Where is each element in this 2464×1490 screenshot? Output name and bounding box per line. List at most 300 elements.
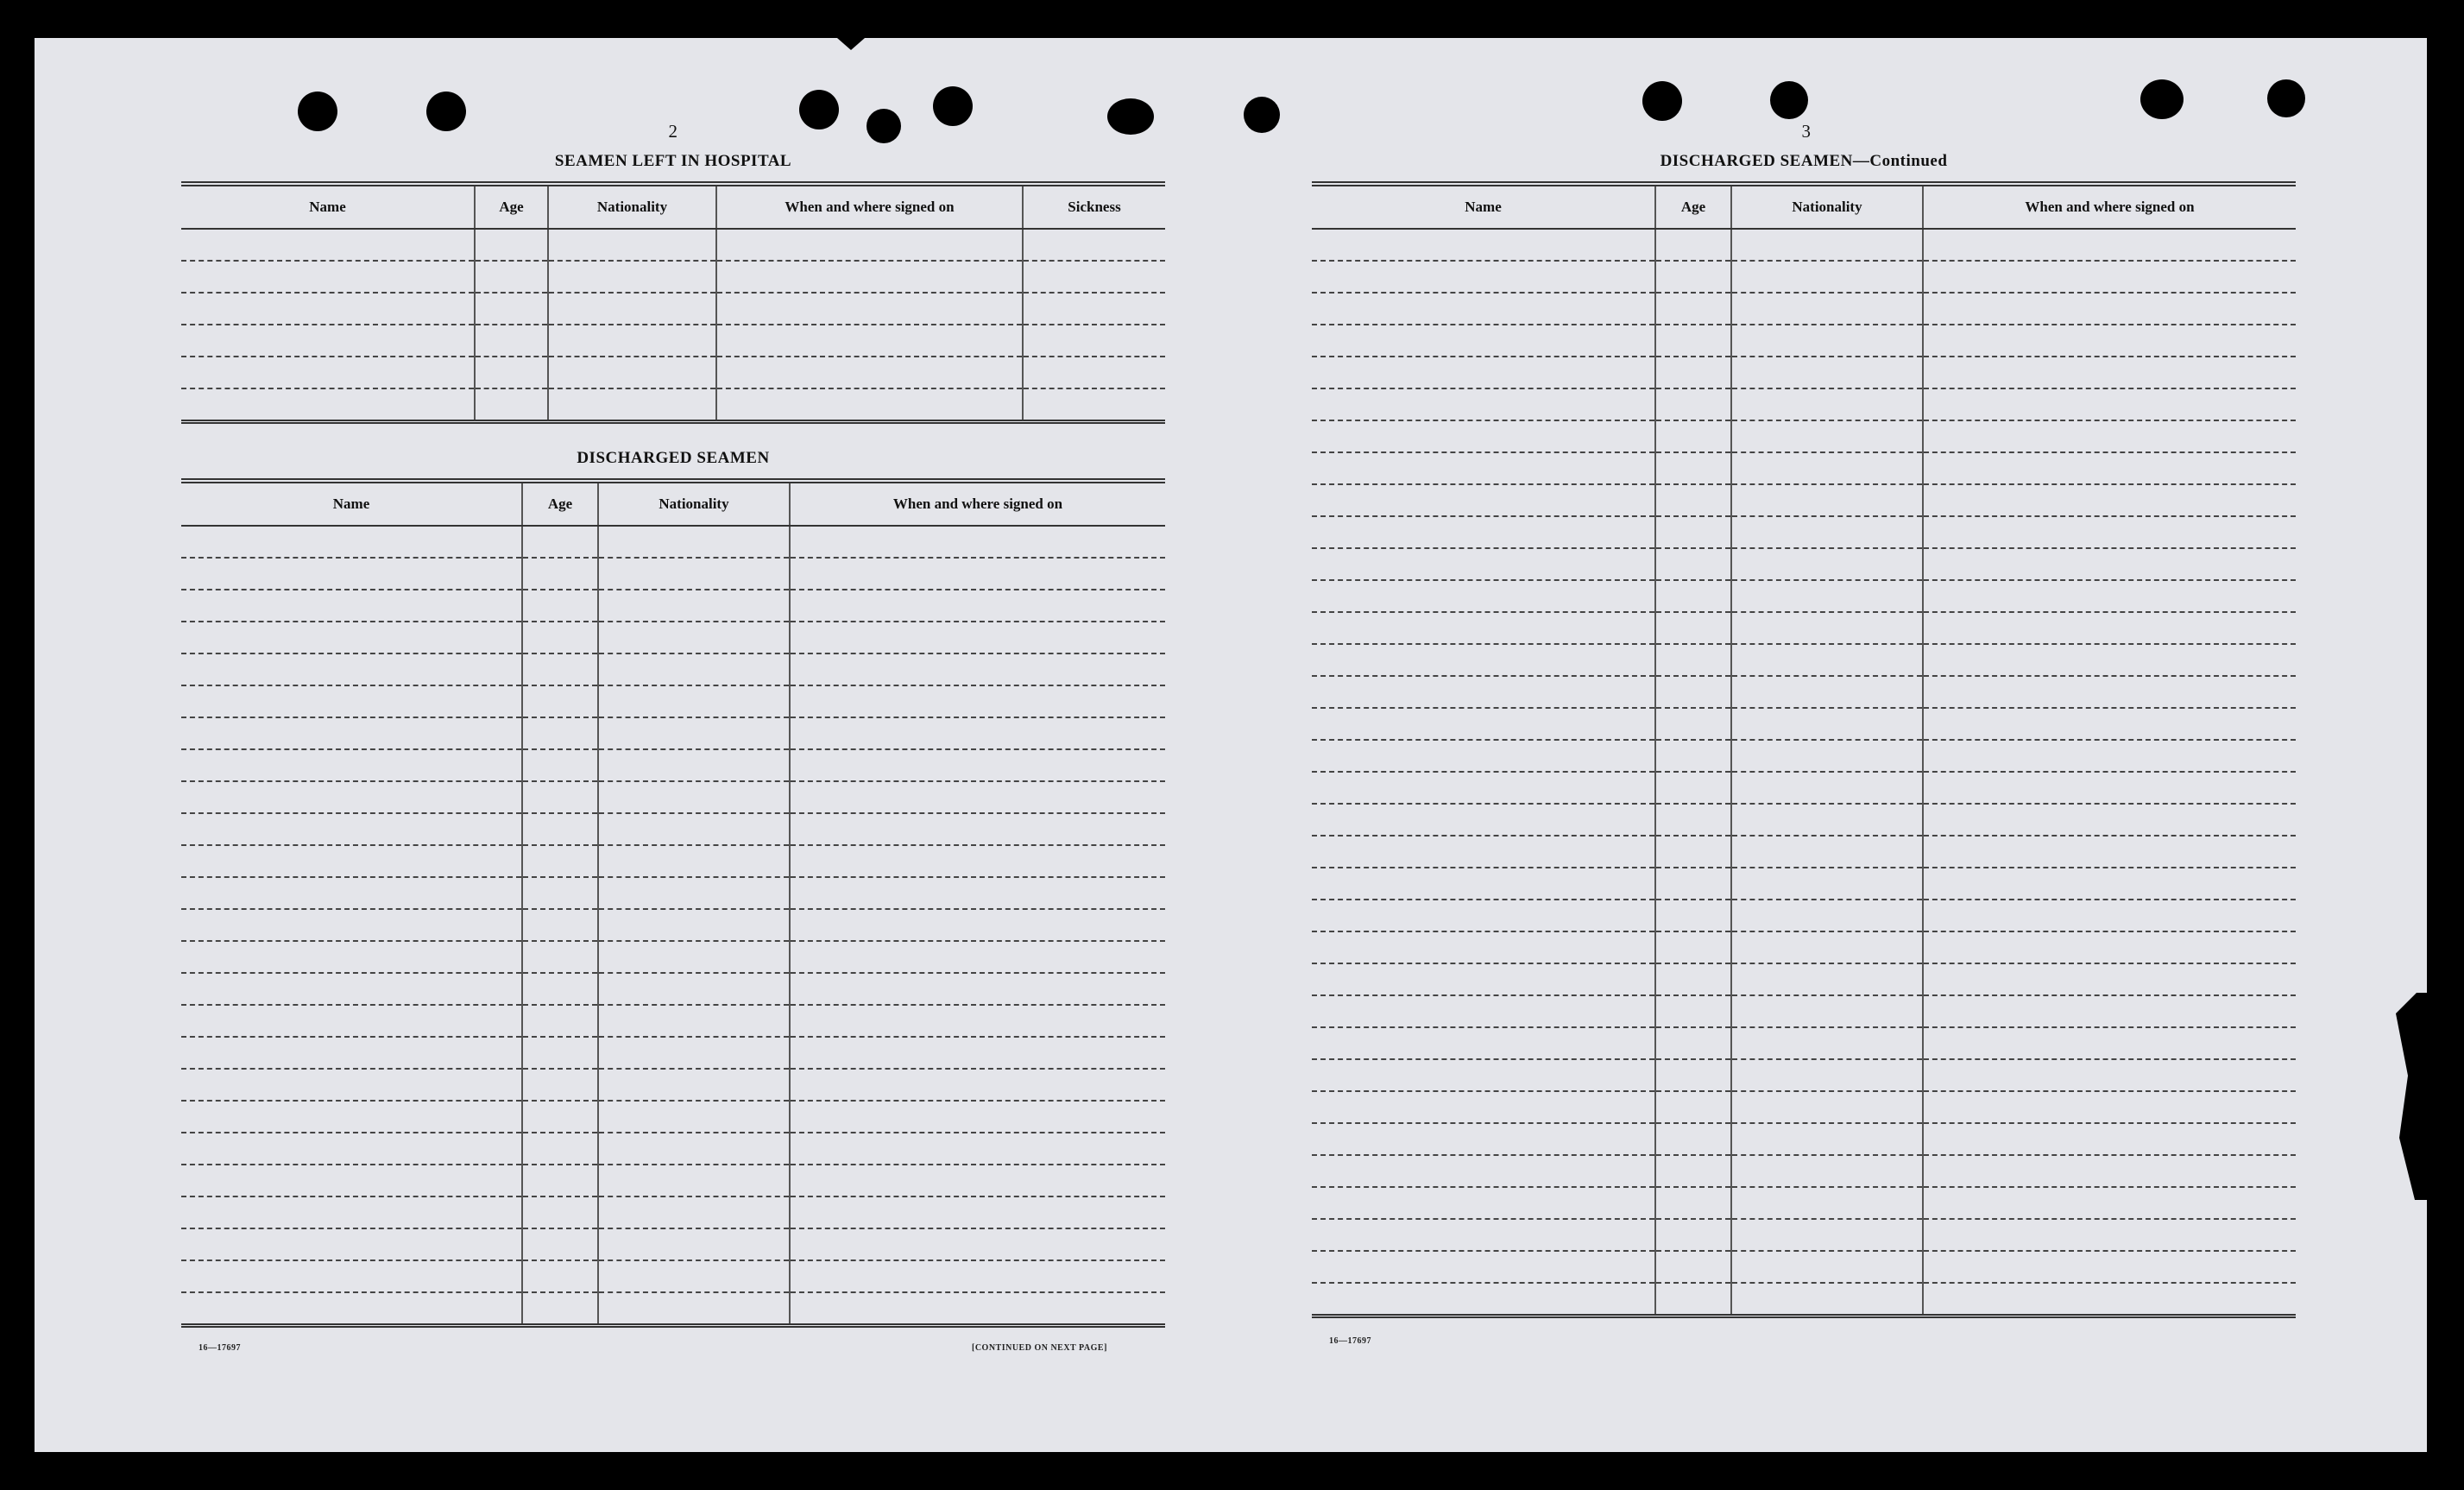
blank-cell — [790, 526, 1165, 558]
table-row — [1312, 868, 2296, 900]
blank-cell — [1312, 868, 1655, 900]
blank-cell — [598, 526, 790, 558]
blank-cell — [1731, 261, 1923, 293]
blank-cell — [1655, 1251, 1731, 1283]
punch-hole — [1642, 81, 1682, 121]
blank-cell — [716, 293, 1023, 325]
blank-cell — [1312, 420, 1655, 452]
blank-cell — [1312, 931, 1655, 963]
blank-cell — [1655, 772, 1731, 804]
column-header: Nationality — [1731, 184, 1923, 229]
blank-cell — [522, 909, 598, 941]
blank-cell — [548, 229, 716, 261]
blank-cell — [1655, 548, 1731, 580]
blank-cell — [1731, 357, 1923, 388]
blank-cell — [1312, 612, 1655, 644]
table-row — [1312, 836, 2296, 868]
blank-cell — [1655, 484, 1731, 516]
blank-cell — [1312, 293, 1655, 325]
blank-cell — [1923, 644, 2296, 676]
blank-cell — [1731, 388, 1923, 420]
punch-hole — [298, 92, 337, 131]
blank-cell — [1923, 868, 2296, 900]
blank-cell — [790, 622, 1165, 653]
blank-cell — [522, 1165, 598, 1196]
blank-cell — [181, 653, 522, 685]
blank-cell — [1312, 963, 1655, 995]
blank-cell — [1731, 676, 1923, 708]
blank-cell — [475, 388, 548, 422]
blank-cell — [181, 845, 522, 877]
table-row — [181, 622, 1165, 653]
blank-cell — [1923, 420, 2296, 452]
blank-cell — [598, 622, 790, 653]
blank-cell — [181, 1133, 522, 1165]
blank-cell — [181, 1292, 522, 1326]
column-header: Sickness — [1023, 184, 1165, 229]
blank-cell — [522, 845, 598, 877]
blank-cell — [1923, 740, 2296, 772]
table-row — [181, 1005, 1165, 1037]
blank-cell — [1312, 995, 1655, 1027]
table-row — [181, 717, 1165, 749]
table-row — [1312, 900, 2296, 931]
table-row — [1312, 1091, 2296, 1123]
blank-cell — [1731, 452, 1923, 484]
table-row — [181, 1260, 1165, 1292]
blank-cell — [1655, 804, 1731, 836]
blank-cell — [181, 526, 522, 558]
blank-cell — [598, 1069, 790, 1101]
blank-cell — [548, 293, 716, 325]
blank-cell — [181, 749, 522, 781]
blank-cell — [1731, 293, 1923, 325]
blank-cell — [716, 325, 1023, 357]
blank-cell — [716, 357, 1023, 388]
blank-cell — [1923, 772, 2296, 804]
blank-cell — [598, 1228, 790, 1260]
punch-hole — [933, 86, 973, 126]
blank-cell — [790, 1196, 1165, 1228]
blank-cell — [1312, 772, 1655, 804]
blank-cell — [522, 1260, 598, 1292]
blank-cell — [522, 1005, 598, 1037]
blank-cell — [716, 388, 1023, 422]
blank-cell — [181, 325, 475, 357]
table-row — [181, 261, 1165, 293]
blank-cell — [1923, 452, 2296, 484]
blank-cell — [1923, 516, 2296, 548]
column-header: When and where signed on — [790, 481, 1165, 526]
blank-cell — [1923, 325, 2296, 357]
table-row — [181, 1196, 1165, 1228]
blank-cell — [790, 909, 1165, 941]
blank-cell — [790, 1037, 1165, 1069]
blank-cell — [181, 1101, 522, 1133]
blank-cell — [548, 325, 716, 357]
table-row — [1312, 357, 2296, 388]
blank-cell — [598, 717, 790, 749]
blank-cell — [181, 973, 522, 1005]
blank-cell — [598, 1292, 790, 1326]
blank-cell — [181, 685, 522, 717]
blank-cell — [1731, 1283, 1923, 1316]
blank-cell — [790, 1165, 1165, 1196]
blank-cell — [1312, 261, 1655, 293]
blank-cell — [1923, 1251, 2296, 1283]
column-header: Age — [522, 481, 598, 526]
blank-cell — [1655, 1027, 1731, 1059]
blank-cell — [1312, 325, 1655, 357]
form-code-right: 16—17697 — [1329, 1336, 1371, 1346]
table-row — [1312, 1155, 2296, 1187]
blank-cell — [181, 1228, 522, 1260]
blank-cell — [1312, 1283, 1655, 1316]
table-row — [181, 1069, 1165, 1101]
blank-cell — [598, 813, 790, 845]
punch-hole — [426, 92, 466, 131]
blank-cell — [181, 622, 522, 653]
blank-cell — [522, 558, 598, 590]
blank-cell — [598, 558, 790, 590]
discharged-table — [181, 478, 1165, 1328]
blank-cell — [790, 1260, 1165, 1292]
blank-cell — [1312, 484, 1655, 516]
blank-cell — [790, 877, 1165, 909]
blank-cell — [790, 1101, 1165, 1133]
blank-cell — [522, 1228, 598, 1260]
table-row — [1312, 1027, 2296, 1059]
blank-cell — [181, 1005, 522, 1037]
table-row — [1312, 804, 2296, 836]
blank-cell — [1731, 420, 1923, 452]
table-row — [181, 877, 1165, 909]
blank-cell — [1731, 548, 1923, 580]
blank-cell — [598, 1005, 790, 1037]
blank-cell — [598, 1196, 790, 1228]
table-row — [1312, 420, 2296, 452]
table-row — [1312, 708, 2296, 740]
table-row — [181, 229, 1165, 261]
blank-cell — [1731, 836, 1923, 868]
blank-cell — [1923, 1219, 2296, 1251]
blank-cell — [1655, 676, 1731, 708]
blank-cell — [1731, 1251, 1923, 1283]
blank-cell — [1923, 548, 2296, 580]
blank-cell — [790, 813, 1165, 845]
blank-cell — [1923, 1091, 2296, 1123]
blank-cell — [790, 749, 1165, 781]
blank-cell — [1312, 836, 1655, 868]
blank-cell — [1655, 388, 1731, 420]
table-row — [1312, 772, 2296, 804]
blank-cell — [1655, 995, 1731, 1027]
continued-note: [CONTINUED ON NEXT PAGE] — [972, 1343, 1107, 1353]
punch-hole — [799, 90, 839, 129]
blank-cell — [1731, 1059, 1923, 1091]
blank-cell — [1923, 580, 2296, 612]
blank-cell — [181, 717, 522, 749]
blank-cell — [181, 357, 475, 388]
table-row — [181, 781, 1165, 813]
punch-hole — [866, 109, 901, 143]
top-notch — [837, 38, 865, 50]
punch-hole — [1107, 98, 1154, 135]
blank-cell — [598, 1133, 790, 1165]
table-row — [181, 1037, 1165, 1069]
blank-cell — [181, 590, 522, 622]
blank-cell — [1655, 1219, 1731, 1251]
blank-cell — [1655, 868, 1731, 900]
blank-cell — [598, 1037, 790, 1069]
blank-cell — [1023, 229, 1165, 261]
table-row — [1312, 612, 2296, 644]
blank-cell — [1731, 229, 1923, 261]
blank-cell — [598, 590, 790, 622]
blank-cell — [1655, 516, 1731, 548]
blank-cell — [1655, 1155, 1731, 1187]
blank-cell — [1655, 644, 1731, 676]
blank-cell — [1312, 357, 1655, 388]
blank-cell — [522, 781, 598, 813]
column-header: Age — [475, 184, 548, 229]
column-header: Nationality — [598, 481, 790, 526]
blank-cell — [522, 1101, 598, 1133]
blank-cell — [598, 877, 790, 909]
blank-cell — [1312, 740, 1655, 772]
form-code-left: 16—17697 — [199, 1343, 241, 1353]
blank-cell — [1923, 612, 2296, 644]
blank-cell — [1923, 261, 2296, 293]
blank-cell — [1023, 261, 1165, 293]
blank-cell — [1655, 900, 1731, 931]
blank-cell — [1731, 1219, 1923, 1251]
blank-cell — [598, 685, 790, 717]
blank-cell — [598, 909, 790, 941]
blank-cell — [1655, 612, 1731, 644]
table-row — [1312, 963, 2296, 995]
blank-cell — [548, 261, 716, 293]
table-row — [1312, 1283, 2296, 1316]
blank-cell — [1655, 740, 1731, 772]
blank-cell — [598, 1165, 790, 1196]
blank-cell — [181, 877, 522, 909]
blank-cell — [181, 558, 522, 590]
blank-cell — [1023, 388, 1165, 422]
column-header: When and where signed on — [716, 184, 1023, 229]
table-row — [181, 973, 1165, 1005]
blank-cell — [522, 749, 598, 781]
blank-cell — [522, 973, 598, 1005]
blank-cell — [1312, 676, 1655, 708]
blank-cell — [1312, 1091, 1655, 1123]
blank-cell — [1731, 804, 1923, 836]
blank-cell — [522, 526, 598, 558]
blank-cell — [181, 813, 522, 845]
blank-cell — [1731, 1187, 1923, 1219]
table-row — [181, 558, 1165, 590]
blank-cell — [1923, 963, 2296, 995]
blank-cell — [1655, 325, 1731, 357]
blank-cell — [1923, 1059, 2296, 1091]
blank-cell — [1923, 1123, 2296, 1155]
blank-cell — [181, 1165, 522, 1196]
blank-cell — [1731, 644, 1923, 676]
blank-cell — [522, 813, 598, 845]
blank-cell — [1655, 1123, 1731, 1155]
blank-cell — [1312, 1123, 1655, 1155]
blank-cell — [522, 1069, 598, 1101]
column-header: Name — [181, 481, 522, 526]
blank-cell — [1731, 868, 1923, 900]
blank-cell — [181, 909, 522, 941]
blank-cell — [522, 877, 598, 909]
table-row — [181, 388, 1165, 422]
blank-cell — [181, 293, 475, 325]
punch-hole — [1244, 97, 1280, 133]
blank-cell — [790, 781, 1165, 813]
blank-cell — [181, 229, 475, 261]
table-row — [181, 653, 1165, 685]
punch-hole — [1770, 81, 1808, 119]
blank-cell — [716, 261, 1023, 293]
blank-cell — [1312, 1219, 1655, 1251]
blank-cell — [522, 1292, 598, 1326]
punch-hole — [2140, 79, 2184, 119]
blank-cell — [1923, 484, 2296, 516]
blank-cell — [1312, 644, 1655, 676]
blank-cell — [1023, 325, 1165, 357]
blank-cell — [1923, 1155, 2296, 1187]
table-row — [1312, 1187, 2296, 1219]
blank-cell — [1731, 740, 1923, 772]
blank-cell — [1312, 708, 1655, 740]
blank-cell — [1312, 1027, 1655, 1059]
blank-cell — [1312, 229, 1655, 261]
table-row — [181, 845, 1165, 877]
blank-cell — [790, 685, 1165, 717]
blank-cell — [548, 388, 716, 422]
blank-cell — [790, 973, 1165, 1005]
blank-cell — [1923, 931, 2296, 963]
blank-cell — [1655, 420, 1731, 452]
blank-cell — [522, 590, 598, 622]
table-row — [181, 325, 1165, 357]
table-row — [1312, 644, 2296, 676]
blank-cell — [475, 293, 548, 325]
table-row — [181, 909, 1165, 941]
blank-cell — [1923, 995, 2296, 1027]
table-row — [181, 813, 1165, 845]
blank-cell — [1923, 1187, 2296, 1219]
blank-cell — [1731, 995, 1923, 1027]
blank-cell — [1923, 229, 2296, 261]
table-row — [181, 293, 1165, 325]
blank-cell — [1731, 1123, 1923, 1155]
blank-cell — [1655, 963, 1731, 995]
table-row — [1312, 740, 2296, 772]
page-number-left: 2 — [668, 121, 678, 142]
blank-cell — [790, 1228, 1165, 1260]
blank-cell — [475, 261, 548, 293]
blank-cell — [1655, 836, 1731, 868]
table-row — [1312, 1219, 2296, 1251]
blank-cell — [1312, 452, 1655, 484]
table-row — [1312, 388, 2296, 420]
column-header: Nationality — [548, 184, 716, 229]
blank-cell — [790, 845, 1165, 877]
table-row — [1312, 516, 2296, 548]
blank-cell — [1731, 772, 1923, 804]
blank-cell — [790, 653, 1165, 685]
table-row — [1312, 293, 2296, 325]
blank-cell — [475, 229, 548, 261]
blank-cell — [1731, 484, 1923, 516]
blank-cell — [790, 1292, 1165, 1326]
blank-cell — [1655, 293, 1731, 325]
table-row — [181, 1165, 1165, 1196]
blank-cell — [475, 357, 548, 388]
blank-cell — [1923, 1283, 2296, 1316]
blank-cell — [1655, 1059, 1731, 1091]
table-row — [1312, 580, 2296, 612]
blank-cell — [181, 261, 475, 293]
column-header: When and where signed on — [1923, 184, 2296, 229]
table-row — [181, 1292, 1165, 1326]
blank-cell — [790, 1069, 1165, 1101]
blank-cell — [1731, 1027, 1923, 1059]
table-row — [1312, 452, 2296, 484]
blank-cell — [1731, 1091, 1923, 1123]
blank-cell — [1655, 1091, 1731, 1123]
column-header: Name — [1312, 184, 1655, 229]
blank-cell — [1731, 963, 1923, 995]
table-row — [1312, 229, 2296, 261]
table-row — [1312, 995, 2296, 1027]
blank-cell — [548, 357, 716, 388]
blank-cell — [1731, 325, 1923, 357]
blank-cell — [1923, 357, 2296, 388]
blank-cell — [522, 717, 598, 749]
blank-cell — [522, 622, 598, 653]
blank-cell — [522, 653, 598, 685]
blank-cell — [716, 229, 1023, 261]
blank-cell — [1655, 1283, 1731, 1316]
blank-cell — [1312, 1251, 1655, 1283]
page-number-right: 3 — [1801, 121, 1812, 142]
blank-cell — [598, 653, 790, 685]
table-row — [181, 1101, 1165, 1133]
table-row — [181, 1228, 1165, 1260]
blank-cell — [1923, 900, 2296, 931]
blank-cell — [790, 558, 1165, 590]
blank-cell — [598, 1260, 790, 1292]
blank-cell — [598, 781, 790, 813]
blank-cell — [1312, 388, 1655, 420]
blank-cell — [1312, 804, 1655, 836]
blank-cell — [1923, 836, 2296, 868]
column-header: Age — [1655, 184, 1731, 229]
blank-cell — [598, 845, 790, 877]
blank-cell — [522, 1133, 598, 1165]
hospital-section-title: SEAMEN LEFT IN HOSPITAL — [554, 152, 792, 170]
blank-cell — [1655, 580, 1731, 612]
table-row — [1312, 1123, 2296, 1155]
blank-cell — [1923, 1027, 2296, 1059]
blank-cell — [1731, 900, 1923, 931]
discharged-section-title: DISCHARGED SEAMEN — [577, 449, 770, 467]
blank-cell — [522, 941, 598, 973]
